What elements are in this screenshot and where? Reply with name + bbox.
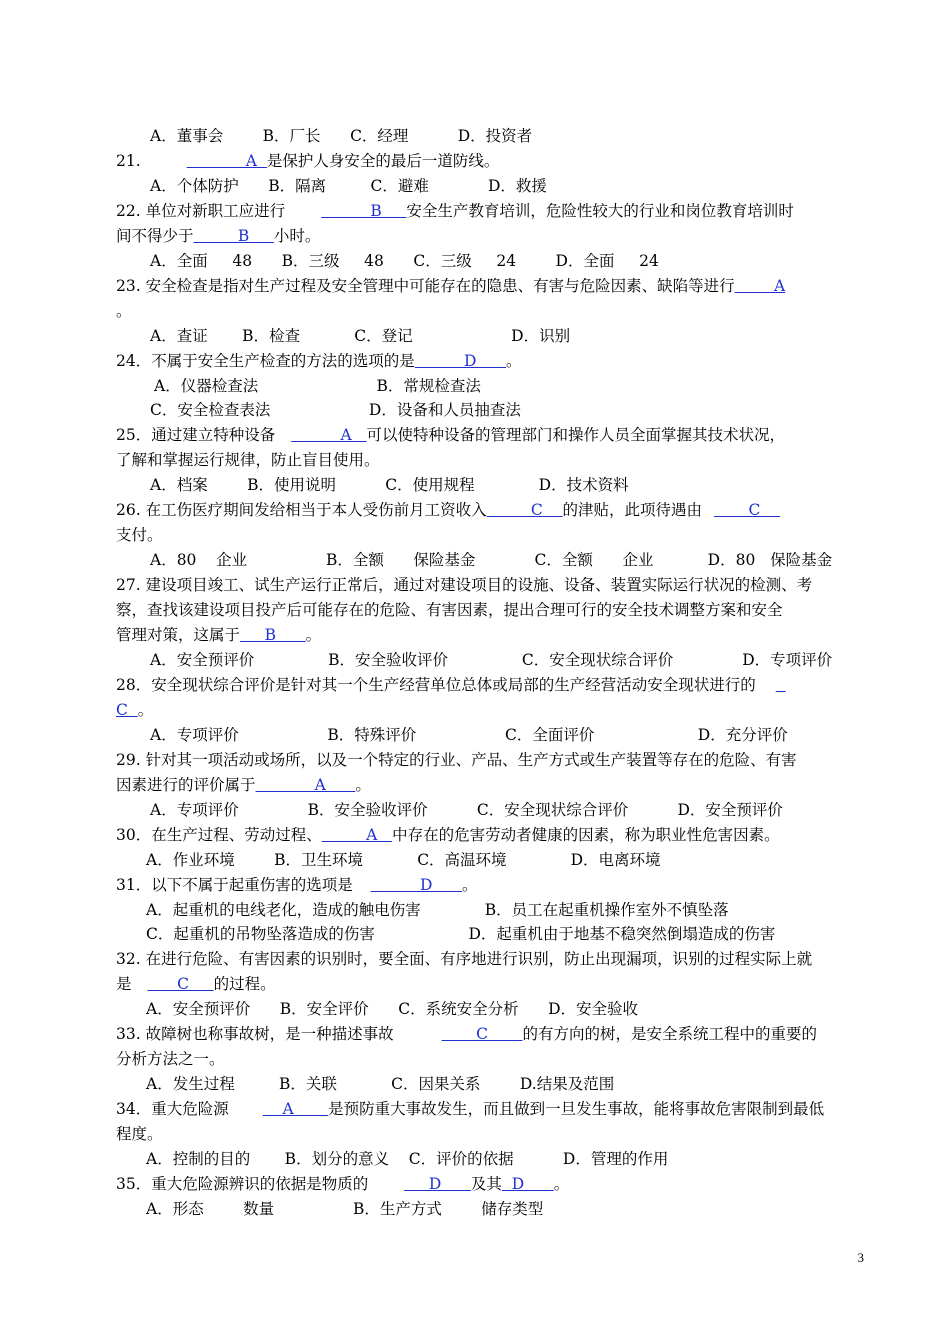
q25-options: A．档案 B．使用说明 C．使用规程 D．技术资料	[150, 476, 629, 494]
q35-stem: 35．重大危险源辨识的依据是物质的 D 及其 D 。	[116, 1175, 570, 1193]
q25-answer: A	[291, 426, 367, 444]
q26-stem-cont: 支付。	[116, 526, 163, 544]
q32-stem-2: 是 C 的过程。	[116, 975, 276, 993]
q21-options: A．个体防护 B．隔离 C．避难 D．救援	[150, 177, 547, 195]
q33-stem: 33. 故障树也称事故树，是一种描述事故 C 的有方向的树，是安全系统工程中的重要的	[116, 1025, 817, 1043]
q29-stem-1: 29. 针对其一项活动或场所，以及一个特定的行业、产品、生产方式或生产装置等存在的危险、有害	[116, 751, 797, 769]
q28-stem: 28．安全现状综合评价是针对其一个生产经营单位总体或局部的生产经营活动安全现状进行的	[116, 675, 786, 695]
q22-stem-cont: 间不得少于 B 小时。	[116, 227, 321, 245]
q26-options: A．80 企业 B．全额 保险基金 C．全额 企业 D．80 保险基金	[150, 551, 833, 569]
q21-answer: A	[186, 152, 267, 170]
q22-answer-1: B	[321, 202, 407, 220]
q21-stem: 21. A 是保护人身安全的最后一道防线。	[116, 152, 500, 170]
q31-answer: D	[370, 876, 462, 894]
q28-options: A．专项评价 B．特殊评价 C．全面评价 D．充分评价	[150, 726, 788, 744]
q33-options: A．发生过程 B．关联 C．因果关系 D.结果及范围	[146, 1075, 615, 1093]
q25-stem-cont: 了解和掌握运行规律，防止盲目使用。	[116, 451, 380, 469]
q34-answer: A	[262, 1100, 329, 1118]
q32-options: A．安全预评价 B．安全评价 C．系统安全分析 D．安全验收	[146, 1000, 639, 1018]
q35-options: A．形态 数量 B．生产方式 储存类型	[146, 1200, 544, 1218]
q23-stem-cont: 。	[116, 302, 132, 320]
q22-stem: 22. 单位对新职工应进行 B 安全生产教育培训，危险性较大的行业和岗位教育培训时	[116, 202, 794, 220]
q22-options: A．全面 48 B．三级 48 C．三级 24 D．全面 24	[150, 252, 659, 270]
q27-answer: B	[240, 626, 306, 644]
q24-options-2: C．安全检查表法 D．设备和人员抽查法	[150, 401, 521, 419]
q26-answer-2: C	[714, 501, 781, 519]
q35-answer-1: D	[404, 1175, 471, 1193]
q24-options-1: A．仪器检查法 B．常规检查法	[154, 377, 481, 395]
q34-stem-cont: 程度。	[116, 1125, 163, 1143]
q26-stem: 26. 在工伤医疗期间发给相当于本人受伤前月工资收入 C 的津贴，此项待遇由 C	[116, 501, 781, 519]
q33-stem-cont: 分析方法之一。	[116, 1050, 225, 1068]
q29-stem-2: 因素进行的评价属于 A 。	[116, 776, 371, 794]
q27-stem-2: 察，查找该建设项目投产后可能存在的危险、有害因素，提出合理可行的安全技术调整方案和安全	[116, 601, 783, 619]
q34-options: A．控制的目的 B．划分的意义 C．评价的依据 D．管理的作用	[146, 1150, 669, 1168]
q28-answer: C	[116, 701, 138, 719]
q26-answer-1: C	[486, 501, 563, 519]
q30-stem: 30．在生产过程、劳动过程、 A 中存在的危害劳动者健康的因素，称为职业性危害因素。	[116, 826, 780, 844]
q25-stem: 25．通过建立特种设备 A 可以使特种设备的管理部门和操作人员全面掌握其技术状况，	[116, 426, 785, 444]
q30-options: A．作业环境 B．卫生环境 C．高温环境 D．电离环境	[146, 851, 661, 869]
q23-options: A．查证 B．检查 C．登记 D．识别	[150, 327, 571, 345]
q28-answer-start	[776, 676, 786, 694]
q23-answer: A	[734, 277, 786, 295]
q22-answer-2: B	[193, 227, 274, 245]
q31-options-2: C．起重机的吊物坠落造成的伤害 D．起重机由于地基不稳突然倒塌造成的伤害	[146, 925, 776, 943]
q30-answer: A	[321, 826, 393, 844]
q27-stem-1: 27. 建设项目竣工、试生产运行正常后，通过对建设项目的设施、设备、装置实际运行状况的检测、考	[116, 576, 813, 594]
q31-options-1: A．起重机的电线老化，造成的触电伤害 B．员工在起重机操作室外不慎坠落	[146, 901, 729, 919]
q27-stem-3: 管理对策，这属于 B 。	[116, 626, 322, 644]
q24-answer: D	[414, 352, 506, 370]
q29-options: A．专项评价 B．安全验收评价 C．安全现状综合评价 D．安全预评价	[150, 801, 783, 819]
q20-options: A．董事会 B．厂长 C．经理 D．投资者	[150, 127, 533, 145]
q23-stem: 23. 安全检查是指对生产过程及安全管理中可能存在的隐患、有害与危险因素、缺陷等进行 A	[116, 277, 786, 295]
q24-stem: 24．不属于安全生产检查的方法的选项的是 D 。	[116, 352, 522, 370]
q31-stem: 31．以下不属于起重伤害的选项是 D 。	[116, 876, 478, 894]
q35-answer-2: D	[501, 1175, 554, 1193]
q32-stem-1: 32. 在进行危险、有害因素的识别时，要全面、有序地进行识别，防止出现漏项，识别的过程实际上就	[116, 950, 813, 968]
q32-answer: C	[147, 975, 214, 993]
page-number: 3	[857, 1250, 864, 1265]
q29-answer: A	[255, 776, 356, 794]
q28-stem-cont: C 。	[116, 701, 154, 719]
q34-stem: 34．重大危险源 A 是预防重大事故发生，而且做到一旦发生事故，能将事故危害限制到最低	[116, 1100, 825, 1118]
q33-answer: C	[441, 1025, 523, 1043]
q27-options: A．安全预评价 B．安全验收评价 C．安全现状综合评价 D．专项评价	[150, 651, 833, 669]
